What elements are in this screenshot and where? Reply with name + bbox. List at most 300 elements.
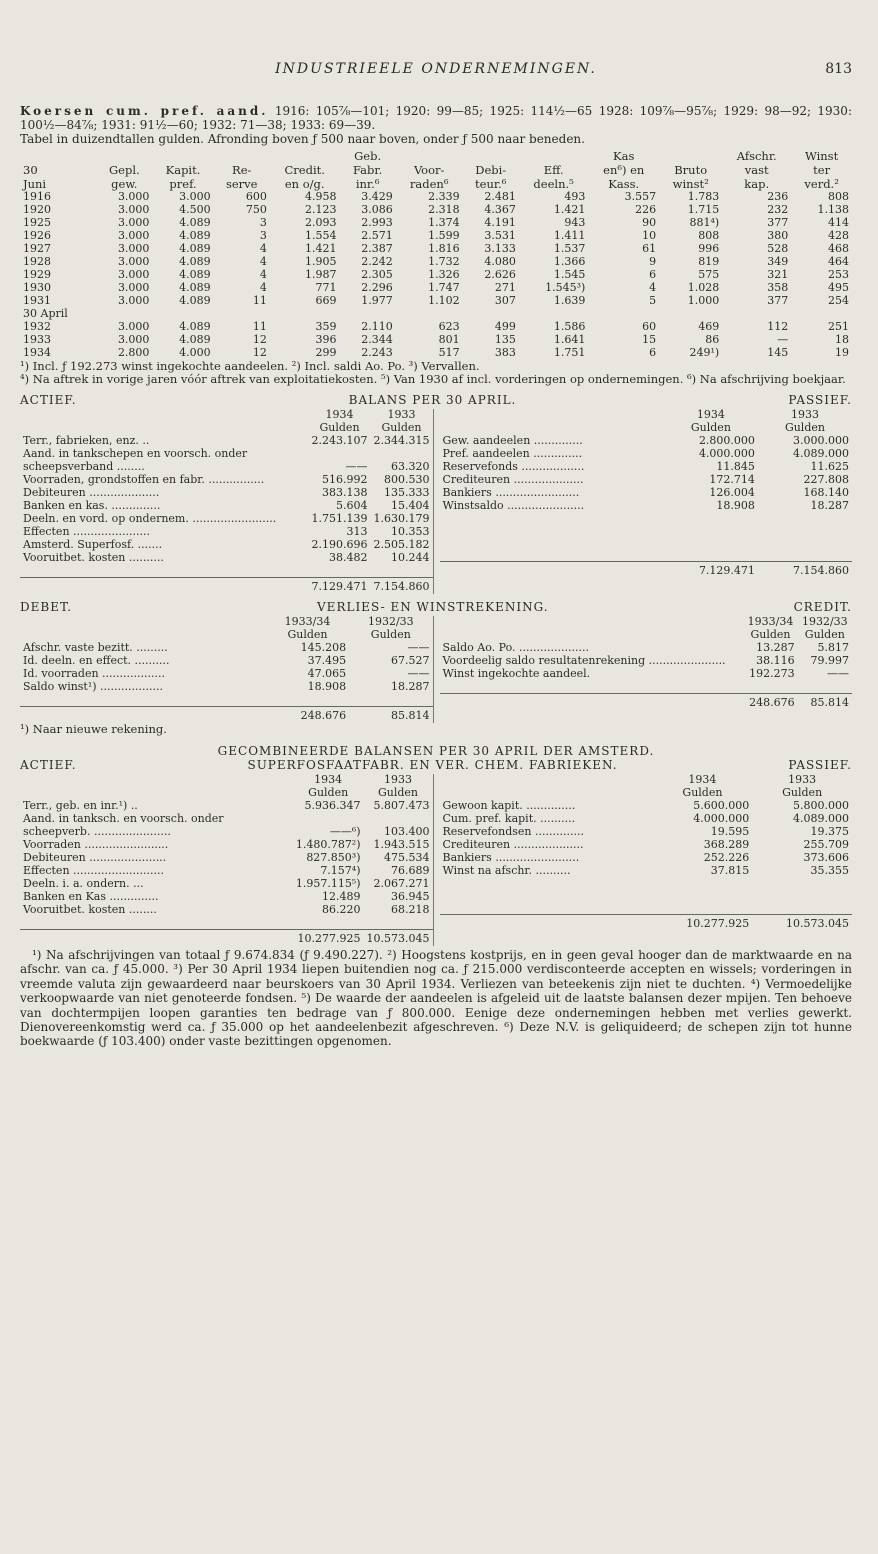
table-cell: 6 bbox=[649, 345, 657, 359]
table-cell: 4 bbox=[259, 255, 267, 268]
passief-label: PASSIEF. bbox=[788, 758, 852, 773]
list-item bbox=[20, 435, 433, 448]
column-header: raden⁶ bbox=[409, 176, 449, 191]
item-label: Terr., geb. en inr.¹) .. bbox=[23, 799, 138, 813]
table-cell: 4 bbox=[259, 280, 267, 294]
list-item bbox=[20, 448, 433, 474]
quotes-label: Koersen cum. pref. aand. bbox=[20, 104, 269, 118]
value-previous: 2.067.271 bbox=[373, 877, 430, 891]
table-cell: 5 bbox=[649, 293, 657, 307]
value-previous: 36.945 bbox=[391, 890, 430, 904]
vw-table bbox=[20, 616, 852, 723]
row-year: 30 April bbox=[23, 306, 68, 320]
item-label: Gew. aandeelen .............. bbox=[442, 433, 583, 447]
item-label: Aand. in tankschepen en voorsch. onder scheepsverband ........ bbox=[23, 446, 248, 473]
table-cell: 808 bbox=[828, 190, 849, 204]
table-cell: 1.545³) bbox=[545, 280, 586, 294]
table-cell bbox=[722, 308, 791, 321]
unit-header: Gulden bbox=[804, 627, 845, 641]
item-label: Voorraden, grondstoffen en fabr. ................ bbox=[23, 472, 265, 486]
table-cell: 1.537 bbox=[553, 242, 586, 256]
item-label: Gewoon kapit. .............. bbox=[442, 799, 576, 813]
table-cell: 4.089 bbox=[179, 267, 211, 281]
table-cell: 145 bbox=[767, 345, 789, 359]
table-cell: 428 bbox=[828, 229, 849, 243]
row-year: 1934 bbox=[23, 345, 51, 359]
table-cell: 1.102 bbox=[428, 293, 460, 307]
table-cell: 4.089 bbox=[179, 319, 211, 333]
value-previous: 5.807.473 bbox=[373, 799, 430, 813]
value-previous: 2.344.315 bbox=[373, 433, 430, 447]
combined-title: GECOMBINEERDE BALANSEN PER 30 APRIL DER AMSTERD. bbox=[217, 744, 655, 759]
list-item bbox=[20, 500, 433, 513]
column-header bbox=[20, 150, 96, 164]
row-year: 1929 bbox=[23, 267, 51, 281]
column-header: Kass. bbox=[608, 176, 640, 191]
table-cell: 1.374 bbox=[428, 216, 460, 230]
running-head bbox=[20, 0, 852, 77]
item-label: Terr., fabrieken, enz. .. bbox=[23, 433, 150, 447]
value-previous: 4.089.000 bbox=[793, 812, 849, 826]
value-previous: 63.320 bbox=[391, 459, 430, 473]
table-cell: 1.715 bbox=[687, 203, 720, 217]
column-header: pref. bbox=[169, 176, 197, 191]
table-header-row bbox=[20, 178, 852, 192]
table-cell: 380 bbox=[767, 229, 789, 243]
table-cell bbox=[396, 308, 463, 321]
column-header: winst² bbox=[672, 176, 709, 191]
table-cell: 2.387 bbox=[361, 242, 393, 256]
item-label: Saldo winst¹) .................. bbox=[23, 679, 163, 693]
table-row bbox=[20, 282, 852, 295]
table-cell: 1.599 bbox=[428, 229, 460, 243]
table-cell: 2.339 bbox=[428, 190, 460, 204]
list-item bbox=[20, 513, 433, 526]
table-cell: 464 bbox=[828, 255, 849, 268]
list-item bbox=[20, 539, 433, 552]
combined-notes bbox=[20, 948, 852, 1049]
value-current: 516.992 bbox=[322, 472, 368, 486]
list-item bbox=[440, 655, 853, 668]
column-header bbox=[270, 150, 340, 164]
table-cell: 307 bbox=[494, 293, 516, 307]
list-item bbox=[440, 500, 853, 513]
total-current: 248.676 bbox=[266, 706, 349, 722]
table-cell: 396 bbox=[315, 332, 337, 346]
table-cell bbox=[340, 308, 396, 321]
table-header-row bbox=[20, 164, 852, 178]
value-previous: 19.375 bbox=[810, 825, 849, 839]
value-current: 37.815 bbox=[710, 864, 750, 878]
year-header: 1933 bbox=[790, 408, 819, 422]
list-item bbox=[20, 552, 433, 565]
column-header: Voor- bbox=[413, 163, 445, 178]
debet-label: DEBET. bbox=[20, 599, 73, 614]
row-year: 1927 bbox=[23, 242, 51, 256]
table-cell: 3 bbox=[259, 216, 267, 230]
item-label: Debiteuren .................... bbox=[23, 485, 160, 499]
value-current: 13.287 bbox=[756, 640, 795, 654]
credit-label: CREDIT. bbox=[793, 599, 852, 614]
item-label: Banken en Kas .............. bbox=[23, 890, 159, 904]
year-header: 1932/33 bbox=[801, 614, 848, 628]
value-current: 86.220 bbox=[322, 903, 361, 917]
table-cell: 468 bbox=[828, 242, 849, 256]
notes-paragraph: ¹) Na afschrijvingen van totaal ƒ 9.674.834 (ƒ 9.490.227). ²) Hoogstens kostprijs, en in geen geval hooger dan de marktwaarde en na afschr. van ca. ƒ 45.000. ³) Per 30 April 1934 liepen buitendien nog ca. ƒ 215.000 verdisconteerde accepten en wissels; vorderingen in vreemde valuta zijn gewaardeerd naar beurskoers van 30 April 1934. Verliezen van beteekenis zijn niet te duchten. ⁴) Vermoedelijke verkoopwaarde van niet genoteerde fondsen. ⁵) De waarde der aandeelen is afgeleid uit de laatste balansen dezer mpijen. Ten behoeve van dochtermpijen loopen garanties ten bedrage van ƒ 800.000. Eenige deze ondernemingen hebben met verlies gewerkt. Dienovereenkomstig werd ca. ƒ 35.000 op het aandeelenbezit afgeschreven. ⁶) Deze N.V. is geliquideerd; de schepen zijn tot hunne boekwaarde (ƒ 103.400) onder vaste bezittingen opgenomen. bbox=[20, 948, 852, 1049]
year-header: 1934 bbox=[696, 408, 725, 422]
table-cell: 3.429 bbox=[361, 190, 393, 204]
table-cell: 2.093 bbox=[305, 216, 337, 230]
table-cell: 1.783 bbox=[687, 190, 720, 204]
table-cell: 349 bbox=[767, 255, 789, 268]
table-cell: 623 bbox=[438, 319, 460, 333]
table-cell: 2.242 bbox=[361, 255, 393, 268]
item-label: Crediteuren .................... bbox=[442, 838, 584, 852]
table-cell bbox=[588, 308, 659, 321]
table-cell: 3.000 bbox=[179, 190, 211, 204]
value-current: 7.157⁴) bbox=[320, 864, 361, 878]
value-current: —— bbox=[345, 459, 368, 473]
item-label: Reservefondsen .............. bbox=[442, 825, 584, 839]
item-label: Pref. aandeelen .............. bbox=[442, 446, 583, 460]
column-header: Juni bbox=[23, 176, 47, 191]
value-previous: 5.800.000 bbox=[793, 799, 849, 813]
row-year: 1931 bbox=[23, 293, 51, 307]
value-current: 2.800.000 bbox=[698, 433, 755, 447]
table-cell: 2.481 bbox=[484, 190, 516, 204]
table-row bbox=[20, 308, 852, 321]
passief-label: PASSIEF. bbox=[788, 392, 852, 407]
row-year: 1926 bbox=[23, 229, 51, 243]
row-year: 1916 bbox=[23, 190, 51, 204]
table-cell: 517 bbox=[438, 345, 460, 359]
table-cell: 1.987 bbox=[305, 267, 337, 281]
total-current: 248.676 bbox=[743, 693, 797, 709]
value-previous: 373.606 bbox=[803, 851, 849, 865]
item-label: Afschr. vaste bezitt. ......... bbox=[23, 640, 168, 654]
table-cell: 1.028 bbox=[687, 280, 720, 294]
value-current: 368.289 bbox=[703, 838, 750, 852]
value-current: 192.273 bbox=[749, 666, 795, 680]
value-current: 11.845 bbox=[716, 459, 755, 473]
table-cell: 3.531 bbox=[484, 229, 516, 243]
value-previous: 35.355 bbox=[810, 864, 849, 878]
balans-title: BALANS PER 30 APRIL. bbox=[348, 392, 517, 407]
item-label: Winstsaldo ...................... bbox=[442, 498, 585, 512]
table-cell: 2.800 bbox=[117, 345, 150, 359]
table-cell: 4.000 bbox=[179, 345, 211, 359]
value-previous: 18.287 bbox=[810, 498, 849, 512]
table-cell: 808 bbox=[698, 229, 720, 243]
blank-cell bbox=[440, 616, 744, 629]
column-header: serve bbox=[225, 176, 258, 191]
item-label: Reservefonds .................. bbox=[442, 459, 585, 473]
table-cell: 3.000 bbox=[117, 255, 150, 268]
table-cell: 1.421 bbox=[553, 203, 586, 217]
table-cell: 249¹) bbox=[689, 345, 720, 359]
table-cell: 253 bbox=[828, 267, 849, 281]
table-cell: 3.000 bbox=[117, 332, 150, 346]
table-cell: 4.089 bbox=[179, 280, 211, 294]
list-item bbox=[440, 435, 853, 448]
year-header: 1933 bbox=[387, 408, 416, 422]
table-cell: 1.751 bbox=[553, 345, 586, 359]
table-cell: 321 bbox=[767, 267, 789, 281]
unit-header: Gulden bbox=[682, 786, 723, 800]
table-row bbox=[20, 347, 852, 360]
value-current: 2.190.696 bbox=[311, 537, 368, 551]
table-cell: 1.000 bbox=[687, 293, 720, 307]
year-header: 1934 bbox=[688, 773, 717, 787]
table-cell: 3 bbox=[259, 229, 267, 243]
item-label: Winst ingekochte aandeel. bbox=[442, 666, 591, 680]
column-header: Eff. bbox=[543, 163, 564, 178]
item-label: Bankiers ........................ bbox=[442, 485, 580, 499]
table-cell: 86 bbox=[705, 332, 720, 346]
value-current: 145.208 bbox=[300, 640, 347, 654]
total-previous: 10.573.045 bbox=[752, 915, 852, 931]
table-cell: 2.571 bbox=[361, 229, 393, 243]
running-title: INDUSTRIEELE ONDERNEMINGEN. bbox=[275, 61, 597, 77]
table-cell: 3.000 bbox=[117, 216, 150, 230]
table-cell: 112 bbox=[767, 319, 789, 333]
blank-cell bbox=[440, 629, 744, 642]
table-cell: 61 bbox=[642, 242, 657, 256]
value-current: 2.243.107 bbox=[311, 433, 368, 447]
value-previous: 168.140 bbox=[803, 485, 849, 499]
value-current: 1.751.139 bbox=[311, 511, 368, 525]
total-current: 7.129.471 bbox=[309, 577, 371, 593]
vw-footnote: ¹) Naar nieuwe rekening. bbox=[20, 721, 167, 736]
value-previous: 475.534 bbox=[384, 851, 430, 865]
table-cell: 495 bbox=[828, 280, 849, 294]
footnote-line: ¹) Incl. ƒ 192.273 winst ingekochte aandeelen. ²) Incl. saldi Ao. Po. ³) Vervallen. bbox=[20, 358, 480, 373]
table-cell: 2.296 bbox=[361, 280, 393, 294]
unit-header: Gulden bbox=[287, 627, 328, 641]
item-label: Amsterd. Superfosf. ....... bbox=[23, 537, 163, 551]
table-cell: 4.367 bbox=[484, 203, 516, 217]
table-cell: 528 bbox=[767, 242, 789, 256]
list-item bbox=[20, 474, 433, 487]
column-header: kap. bbox=[744, 176, 770, 191]
value-previous: 11.625 bbox=[810, 459, 849, 473]
unit-header: Gulden bbox=[690, 421, 731, 434]
table-cell: 2.344 bbox=[361, 332, 393, 346]
table-cell: 1.326 bbox=[428, 267, 460, 281]
column-header: Credit. bbox=[284, 163, 325, 178]
total-previous: 7.154.860 bbox=[371, 577, 433, 593]
table-cell: 271 bbox=[494, 280, 516, 294]
table-cell: 4.191 bbox=[484, 216, 516, 230]
table-cell bbox=[791, 308, 852, 321]
table-cell: 3.000 bbox=[117, 242, 150, 256]
item-label: Effecten .......................... bbox=[23, 864, 164, 878]
table-cell: 750 bbox=[245, 203, 267, 217]
table-cell bbox=[659, 308, 722, 321]
quotes-paragraph bbox=[20, 104, 852, 132]
table-cell: 299 bbox=[315, 345, 337, 359]
table-cell: 12 bbox=[252, 345, 267, 359]
unit-header: Gulden bbox=[381, 421, 422, 434]
item-label: Id. deeln. en effect. .......... bbox=[23, 653, 170, 667]
value-current: 4.000.000 bbox=[693, 812, 750, 826]
table-cell: 1.641 bbox=[553, 332, 586, 346]
actief-label: ACTIEF. bbox=[20, 758, 77, 773]
value-current: 5.936.347 bbox=[304, 799, 361, 813]
table-cell: 2.243 bbox=[361, 345, 393, 359]
combined-table bbox=[20, 774, 852, 946]
table-cell: 377 bbox=[767, 216, 789, 230]
column-header: Re- bbox=[232, 163, 252, 178]
table-row bbox=[20, 269, 852, 282]
value-previous: 3.000.000 bbox=[793, 433, 849, 447]
column-header bbox=[463, 150, 519, 164]
year-header: 1932/33 bbox=[367, 614, 414, 628]
table-cell: 1.421 bbox=[305, 242, 337, 256]
year-header: 1933 bbox=[384, 773, 412, 787]
unit-header: Gulden bbox=[370, 627, 411, 641]
table-cell: 1.816 bbox=[428, 242, 460, 256]
table-cell: 4.089 bbox=[179, 242, 211, 256]
item-label: Vooruitbet. kosten .......... bbox=[23, 550, 164, 564]
table-cell: 943 bbox=[564, 216, 586, 230]
value-previous: 10.244 bbox=[391, 550, 430, 564]
table-cell: 1.554 bbox=[305, 229, 337, 243]
table-cell: 771 bbox=[315, 280, 337, 294]
year-header: 1933/34 bbox=[747, 614, 794, 628]
row-year: 1928 bbox=[23, 255, 51, 268]
value-current: 37.495 bbox=[307, 653, 347, 667]
list-item bbox=[440, 448, 853, 461]
table-cell: 669 bbox=[315, 293, 337, 307]
unit-header: Gulden bbox=[377, 786, 419, 800]
value-previous: 79.997 bbox=[810, 653, 849, 667]
table-cell: 359 bbox=[315, 319, 337, 333]
item-label: Bankiers ........................ bbox=[442, 851, 580, 865]
value-current: 827.850³) bbox=[306, 851, 361, 865]
value-previous: —— bbox=[407, 640, 430, 654]
table-cell: 2.626 bbox=[484, 267, 516, 281]
value-previous: 10.353 bbox=[391, 524, 430, 538]
table-cell: 469 bbox=[698, 319, 720, 333]
balans-table bbox=[20, 409, 852, 594]
table-cell: 15 bbox=[642, 332, 657, 346]
table-cell bbox=[270, 308, 340, 321]
value-previous: 103.400 bbox=[384, 825, 430, 839]
table-cell: 4.500 bbox=[179, 203, 211, 217]
table-cell: 19 bbox=[835, 345, 849, 359]
table-cell: 135 bbox=[494, 332, 516, 346]
value-previous: 1.943.515 bbox=[373, 838, 430, 852]
table-cell: 18 bbox=[835, 332, 849, 346]
table-cell: 9 bbox=[649, 255, 657, 268]
column-header: verd.² bbox=[804, 176, 839, 191]
item-label: Deeln. i. a. ondern. ... bbox=[23, 877, 144, 891]
item-label: Id. voorraden .................. bbox=[23, 666, 165, 680]
row-year: 1925 bbox=[23, 216, 51, 230]
item-label: Saldo Ao. Po. .................... bbox=[442, 640, 589, 654]
row-year: 1930 bbox=[23, 280, 51, 294]
blank-cell bbox=[20, 629, 266, 642]
table-cell: 1.138 bbox=[817, 203, 849, 217]
year-header: 1933/34 bbox=[284, 614, 331, 628]
column-header: teur.⁶ bbox=[475, 176, 507, 191]
list-item bbox=[440, 642, 853, 655]
item-label: Banken en kas. .............. bbox=[23, 498, 161, 512]
column-header: Gepl. bbox=[108, 163, 140, 178]
column-header: Afschr. bbox=[736, 149, 777, 164]
list-item bbox=[20, 655, 433, 668]
table-cell bbox=[463, 308, 519, 321]
value-previous: —— bbox=[827, 666, 849, 680]
table-cell: 6 bbox=[649, 267, 657, 281]
list-item bbox=[20, 813, 433, 839]
table-cell: 11 bbox=[252, 293, 267, 307]
table-cell: 3.133 bbox=[484, 242, 516, 256]
balans-heading bbox=[20, 393, 852, 407]
table-cell: 251 bbox=[828, 319, 849, 333]
list-item bbox=[440, 474, 853, 487]
table-cell: 996 bbox=[698, 242, 720, 256]
table-header-row bbox=[20, 150, 852, 164]
year-header: 1933 bbox=[788, 773, 817, 787]
blank-cell bbox=[440, 693, 744, 709]
table-cell: 1.747 bbox=[428, 280, 460, 294]
column-header: Bruto bbox=[674, 163, 708, 178]
table-cell: 2.305 bbox=[361, 267, 393, 281]
list-item bbox=[440, 865, 853, 878]
blank-cell bbox=[440, 774, 653, 787]
column-header: Debi- bbox=[475, 163, 507, 178]
table-cell: 4 bbox=[649, 280, 657, 294]
table-cell: 358 bbox=[767, 280, 789, 294]
table-cell: 3.000 bbox=[117, 319, 150, 333]
item-label: Aand. in tanksch. en voorsch. onder scheepverb. ...................... bbox=[23, 812, 224, 839]
table-note: Tabel in duizendtallen gulden. Afronding boven ƒ 500 naar boven, onder ƒ 500 naar beneden. bbox=[20, 132, 585, 147]
combined-subtitle: SUPERFOSFAATFABR. EN VER. CHEM. FABRIEKEN. bbox=[247, 758, 618, 773]
table-cell: 1.977 bbox=[361, 293, 393, 307]
list-item bbox=[20, 668, 433, 681]
table-cell: 3.000 bbox=[117, 190, 150, 204]
value-previous: 2.505.182 bbox=[373, 537, 430, 551]
total-current: 10.277.925 bbox=[653, 915, 753, 931]
value-previous: 255.709 bbox=[803, 838, 849, 852]
value-previous: 68.218 bbox=[391, 903, 430, 917]
value-current: 4.000.000 bbox=[698, 446, 755, 460]
column-header: en o/g. bbox=[284, 176, 325, 191]
table-cell: 3.557 bbox=[624, 190, 657, 204]
column-header: 30 bbox=[23, 163, 38, 178]
list-item bbox=[20, 487, 433, 500]
table-cell: 4 bbox=[259, 267, 267, 281]
value-previous: 227.808 bbox=[803, 472, 849, 486]
unit-header: Gulden bbox=[750, 627, 791, 641]
value-previous: 15.404 bbox=[391, 498, 430, 512]
unit-header: Gulden bbox=[782, 786, 823, 800]
item-label: Deeln. en vord. op ondernem. ........................ bbox=[23, 511, 277, 525]
value-current: 5.604 bbox=[336, 498, 368, 512]
table-cell: 3.000 bbox=[117, 280, 150, 294]
value-current: 38.482 bbox=[329, 550, 368, 564]
value-current: 18.908 bbox=[307, 679, 347, 693]
column-header: ter bbox=[813, 163, 831, 178]
table-cell: 4.958 bbox=[305, 190, 337, 204]
column-header bbox=[396, 150, 463, 164]
table-cell: 10 bbox=[642, 229, 657, 243]
item-label: Debiteuren ...................... bbox=[23, 851, 167, 865]
value-previous: 4.089.000 bbox=[793, 446, 849, 460]
column-header: Kapit. bbox=[165, 163, 201, 178]
